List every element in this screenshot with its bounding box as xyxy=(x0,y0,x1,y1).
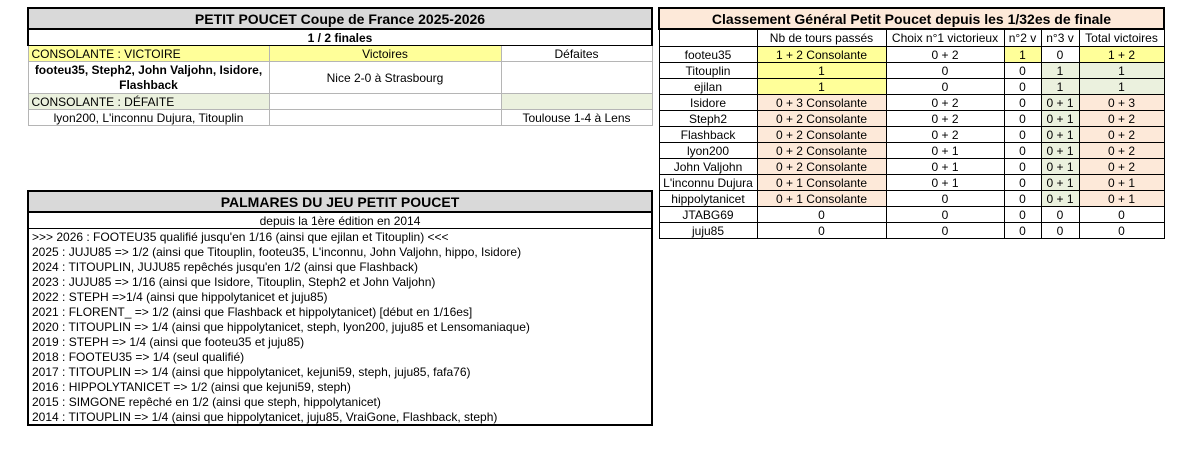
classement-cell-c3: 0 + 1 xyxy=(1041,111,1079,127)
classement-table xyxy=(658,7,1165,239)
classement-cell-tours: 0 + 2 Consolante xyxy=(757,111,886,127)
classement-cell-tours: 1 xyxy=(757,79,886,95)
classement-cell-c2: 1 xyxy=(1004,47,1041,63)
classement-cell-c1: 0 + 1 xyxy=(886,143,1004,159)
classement-cell-name: L'inconnu Dujura xyxy=(659,175,757,191)
classement-cell-tours: 0 + 2 Consolante xyxy=(757,143,886,159)
classement-row xyxy=(659,143,1164,159)
classement-cell-c2: 0 xyxy=(1004,79,1041,95)
classement-cell-c3: 0 + 1 xyxy=(1041,175,1079,191)
classement-row xyxy=(659,111,1164,127)
classement-cell-c3: 1 xyxy=(1041,63,1079,79)
palmares-line: 2024 : TITOUPLIN, JUJU85 repêchés jusqu'en 1/2 (ainsi que Flashback) xyxy=(28,259,652,274)
palmares-line: 2023 : JUJU85 => 1/16 (ainsi que Isidore, Titouplin, Steph2 et John Valjohn) xyxy=(28,274,652,289)
classement-cell-c2: 0 xyxy=(1004,95,1041,111)
classement-title: Classement Général Petit Poucet depuis les 1/32es de finale xyxy=(659,8,1164,29)
classement-row xyxy=(659,63,1164,79)
classement-row xyxy=(659,127,1164,143)
header-total: Total victoires xyxy=(1079,29,1164,47)
classement-cell-name: juju85 xyxy=(659,223,757,239)
victoire-players: footeu35, Steph2, John Valjohn, Isidore, Flashback xyxy=(28,62,269,94)
classement-cell-total: 0 + 3 xyxy=(1079,95,1164,111)
palmares-line: 2015 : SIMGONE repêché en 1/2 (ainsi que steph, hippolytanicet) xyxy=(28,394,652,409)
classement-cell-c2: 0 xyxy=(1004,111,1041,127)
empty-cell xyxy=(269,94,501,110)
classement-cell-c3: 0 + 1 xyxy=(1041,143,1079,159)
classement-cell-c1: 0 xyxy=(886,191,1004,207)
classement-cell-name: footeu35 xyxy=(659,47,757,63)
classement-cell-c2: 0 xyxy=(1004,143,1041,159)
header-tours: Nb de tours passés xyxy=(757,29,886,47)
palmares-line: 2022 : STEPH =>1/4 (ainsi que hippolytanicet et juju85) xyxy=(28,289,652,304)
classement-cell-c3: 0 + 1 xyxy=(1041,95,1079,111)
classement-cell-c1: 0 xyxy=(886,223,1004,239)
header-choix1: Choix n°1 victorieux xyxy=(886,29,1004,47)
classement-cell-tours: 1 xyxy=(757,63,886,79)
round-label: 1 / 2 finales xyxy=(28,29,652,46)
palmares-line: >>> 2026 : FOOTEU35 qualifié jusqu'en 1/16 (ainsi que ejilan et Titouplin) <<< xyxy=(28,229,652,245)
palmares-line: 2019 : STEPH => 1/4 (ainsi que footeu35 et juju85) xyxy=(28,334,652,349)
classement-cell-c3: 0 xyxy=(1041,223,1079,239)
palmares-subtitle: depuis la 1ère édition en 2014 xyxy=(28,212,652,229)
classement-cell-c2: 0 xyxy=(1004,175,1041,191)
classement-cell-tours: 0 xyxy=(757,207,886,223)
classement-cell-name: Isidore xyxy=(659,95,757,111)
classement-cell-c3: 0 + 1 xyxy=(1041,191,1079,207)
consolante-defaite-label: CONSOLANTE : DÉFAITE xyxy=(28,94,269,110)
classement-cell-c2: 0 xyxy=(1004,207,1041,223)
defaites-header: Défaites xyxy=(501,46,652,62)
classement-cell-c2: 0 xyxy=(1004,63,1041,79)
classement-row xyxy=(659,223,1164,239)
classement-row xyxy=(659,175,1164,191)
classement-row xyxy=(659,191,1164,207)
classement-cell-name: John Valjohn xyxy=(659,159,757,175)
empty-cell xyxy=(269,110,501,126)
classement-cell-c1: 0 + 2 xyxy=(886,95,1004,111)
classement-cell-name: lyon200 xyxy=(659,143,757,159)
defaite-players: lyon200, L'inconnu Dujura, Titouplin xyxy=(28,110,269,126)
classement-cell-total: 0 + 2 xyxy=(1079,127,1164,143)
palmares-line: 2016 : HIPPOLYTANICET => 1/2 (ainsi que kejuni59, steph) xyxy=(28,379,652,394)
classement-cell-c1: 0 xyxy=(886,207,1004,223)
victoires-header: Victoires xyxy=(269,46,501,62)
classement-cell-total: 1 xyxy=(1079,63,1164,79)
classement-cell-total: 0 + 1 xyxy=(1079,175,1164,191)
classement-cell-c1: 0 + 2 xyxy=(886,127,1004,143)
empty-cell xyxy=(501,94,652,110)
classement-cell-tours: 0 + 3 Consolante xyxy=(757,95,886,111)
classement-cell-tours: 0 xyxy=(757,223,886,239)
classement-cell-c3: 0 + 1 xyxy=(1041,159,1079,175)
classement-cell-c2: 0 xyxy=(1004,159,1041,175)
classement-cell-c3: 0 xyxy=(1041,47,1079,63)
palmares-line: 2021 : FLORENT_ => 1/2 (ainsi que Flashback et hippolytanicet) [début en 1/16es] xyxy=(28,304,652,319)
victoire-match: Nice 2-0 à Strasbourg xyxy=(269,62,501,94)
classement-cell-name: Titouplin xyxy=(659,63,757,79)
victoire-defaite-cell xyxy=(501,62,652,94)
palmares-title: PALMARES DU JEU PETIT POUCET xyxy=(28,191,652,212)
classement-cell-c1: 0 xyxy=(886,63,1004,79)
petit-poucet-table xyxy=(27,7,653,126)
palmares-line: 2018 : FOOTEU35 => 1/4 (seul qualifié) xyxy=(28,349,652,364)
classement-cell-total: 0 + 2 xyxy=(1079,111,1164,127)
palmares-table xyxy=(27,190,653,426)
classement-cell-total: 1 xyxy=(1079,79,1164,95)
classement-cell-c1: 0 + 2 xyxy=(886,47,1004,63)
classement-rows xyxy=(659,47,1164,239)
header-choix3: n°3 v xyxy=(1041,29,1079,47)
classement-cell-c3: 0 + 1 xyxy=(1041,127,1079,143)
defaite-match: Toulouse 1-4 à Lens xyxy=(501,110,652,126)
classement-row xyxy=(659,47,1164,63)
classement-cell-name: ejilan xyxy=(659,79,757,95)
classement-cell-name: Steph2 xyxy=(659,111,757,127)
classement-cell-tours: 0 + 1 Consolante xyxy=(757,191,886,207)
classement-cell-c2: 0 xyxy=(1004,191,1041,207)
palmares-line: 2017 : TITOUPLIN => 1/4 (ainsi que hippolytanicet, kejuni59, steph, juju85, fafa76) xyxy=(28,364,652,379)
palmares-line: 2025 : JUJU85 => 1/2 (ainsi que Titouplin, footeu35, L'inconnu, John Valjohn, hippo, Isidore) xyxy=(28,244,652,259)
classement-cell-tours: 1 + 2 Consolante xyxy=(757,47,886,63)
classement-cell-c3: 0 xyxy=(1041,207,1079,223)
consolante-victoire-label: CONSOLANTE : VICTOIRE xyxy=(28,46,269,62)
classement-cell-c1: 0 + 1 xyxy=(886,159,1004,175)
classement-cell-total: 0 + 2 xyxy=(1079,159,1164,175)
classement-cell-c1: 0 + 1 xyxy=(886,175,1004,191)
classement-cell-tours: 0 + 2 Consolante xyxy=(757,127,886,143)
classement-cell-c2: 0 xyxy=(1004,223,1041,239)
classement-cell-total: 1 + 2 xyxy=(1079,47,1164,63)
classement-cell-total: 0 xyxy=(1079,223,1164,239)
palmares-line: 2020 : TITOUPLIN => 1/4 (ainsi que hippolytanicet, steph, lyon200, juju85 et Lensomaniaque) xyxy=(28,319,652,334)
classement-cell-total: 0 + 1 xyxy=(1079,191,1164,207)
classement-cell-c1: 0 + 2 xyxy=(886,111,1004,127)
classement-row xyxy=(659,159,1164,175)
classement-cell-name: Flashback xyxy=(659,127,757,143)
header-choix2: n°2 v xyxy=(1004,29,1041,47)
classement-row xyxy=(659,79,1164,95)
classement-cell-total: 0 + 2 xyxy=(1079,143,1164,159)
classement-cell-tours: 0 + 2 Consolante xyxy=(757,159,886,175)
classement-cell-tours: 0 + 1 Consolante xyxy=(757,175,886,191)
classement-row xyxy=(659,207,1164,223)
petit-poucet-title: PETIT POUCET Coupe de France 2025-2026 xyxy=(28,8,652,29)
classement-cell-name: hippolytanicet xyxy=(659,191,757,207)
classement-cell-c2: 0 xyxy=(1004,127,1041,143)
palmares-line: 2014 : TITOUPLIN => 1/4 (ainsi que hippolytanicet, juju85, VraiGone, Flashback, steph) xyxy=(28,409,652,425)
classement-cell-total: 0 xyxy=(1079,207,1164,223)
header-name xyxy=(659,29,757,47)
classement-row xyxy=(659,95,1164,111)
classement-cell-name: JTABG69 xyxy=(659,207,757,223)
classement-cell-c3: 1 xyxy=(1041,79,1079,95)
classement-cell-c1: 0 xyxy=(886,79,1004,95)
